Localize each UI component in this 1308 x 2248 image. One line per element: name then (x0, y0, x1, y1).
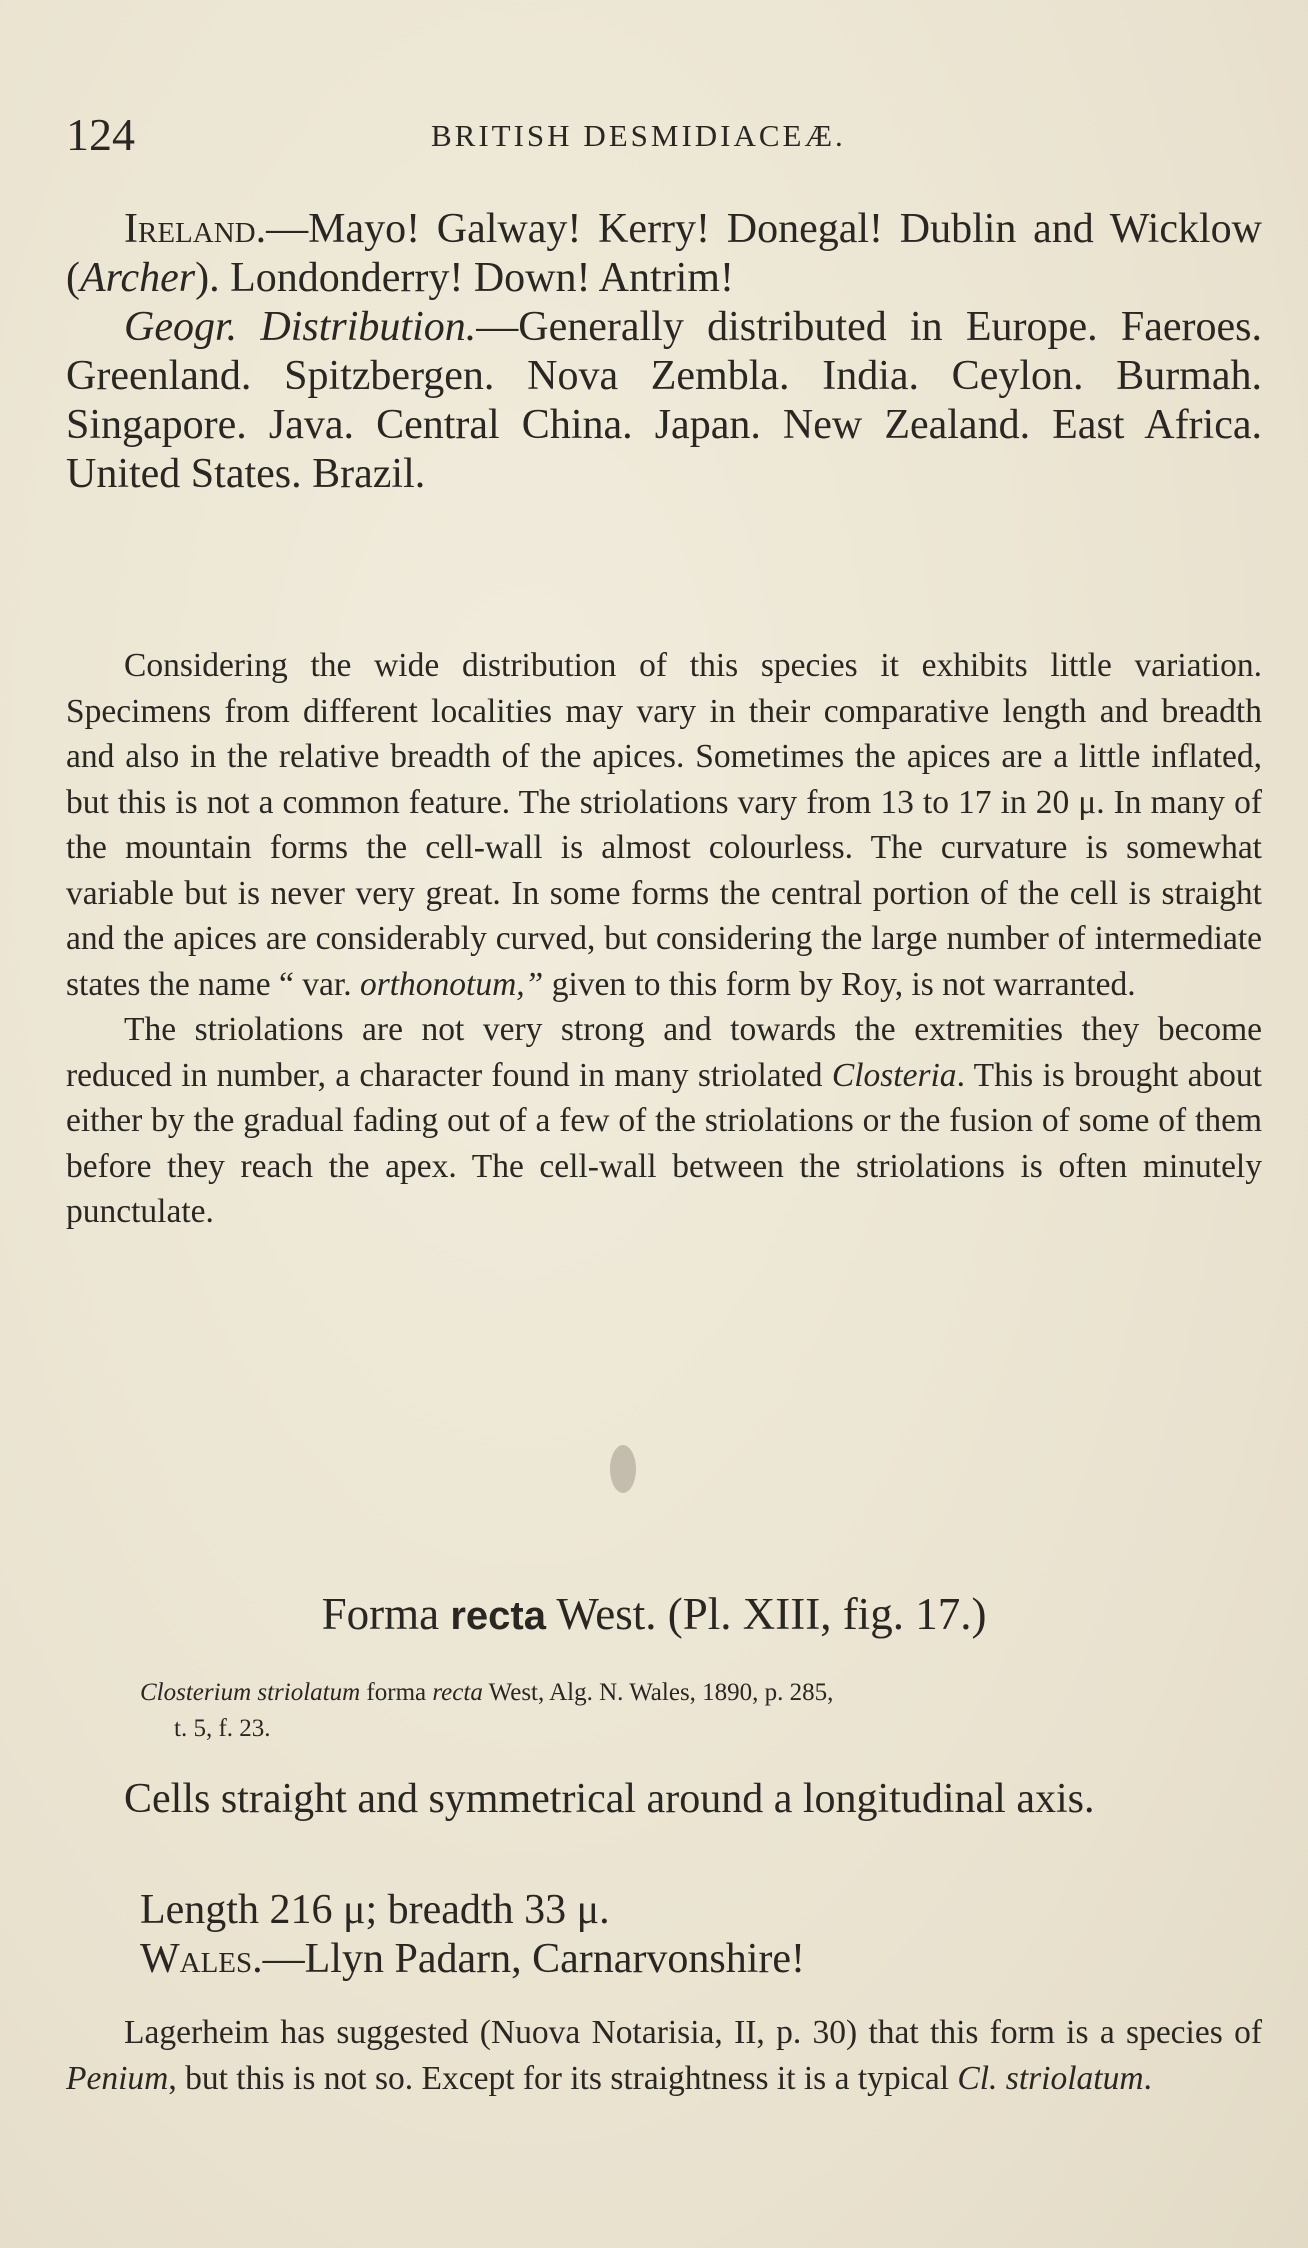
forma-plate-ref: West. (Pl. XIII, fig. 17.) (545, 1589, 987, 1639)
reference-source: West, Alg. N. Wales, 1890, p. 285, (482, 1679, 834, 1706)
variation-text: Considering the wide distribution of this species it exhibits little variation. Specimens from different localities may vary in their comparative length and breadth and also in the relative breadth of the apices. Sometimes the apices are a little inflated, but this is not a common feature. The striolations vary from 13 to 17 in 20 μ. In many of the mountain forms the cell-wall is almost colourless. The curvature is somewhat variable but is never very great. In some forms the central portion of the cell is straight and the apices are considerably curved, but considering the large number of intermediate states the name “ var. (66, 647, 1262, 1003)
page-number: 124 (66, 109, 135, 160)
variation-text-end: given to this form by Roy, is not warranted. (543, 965, 1136, 1003)
distribution-text: —Generally distributed in Europe. Faeroes. Greenland. Spitzbergen. Nova Zembla. India. Ceylon. Burmah. Singapore. Java. Central China. Japan. New Zealand. East Africa. United States. Brazil. (66, 304, 1262, 497)
measurements: Length 216 μ; breadth 33 μ. (140, 1887, 610, 1933)
striolations-text-end: . This is brought about either by the gradual fading out of a few of the striolations or the fusion of some of them before they reach the apex. The cell-wall between the striolations is often minutely punctulate. (66, 1056, 1262, 1230)
reference-line-1 (140, 1675, 1274, 1711)
running-head: BRITISH DESMIDIACEÆ. (431, 118, 846, 153)
striolations-text: The striolations are not very strong and towards the extremities they become reduced in number, a character found in many striolated (66, 1011, 1262, 1094)
page-header (66, 108, 1266, 168)
wales-label: Wales. (140, 1936, 263, 1982)
orthonotum-name: orthonotum,” (359, 965, 544, 1003)
reference-line-2: t. 5, f. 23. (174, 1715, 271, 1742)
ireland-paragraph (66, 205, 1262, 303)
lagerheim-text: Lagerheim has suggested (Nuova Notarisia, II, p. 30) that this form is a species of (124, 2014, 1262, 2051)
distribution-label: Geogr. Distribution. (124, 304, 477, 350)
ireland-text-end: ). Londonderry! Down! Antrim! (195, 255, 734, 301)
description-text: Cells straight and symmetrical around a longitudinal axis. (124, 1776, 1095, 1822)
lagerheim-text-mid: , but this is not so. Except for its straightness it is a typical (168, 2059, 958, 2097)
ireland-records (66, 205, 1262, 499)
archer-citation: Archer (80, 255, 196, 301)
ireland-text: —Mayo! Galway! Kerry! Donegal! Dublin and Wicklow ( (66, 206, 1262, 301)
reference-citation (140, 1675, 1274, 1747)
forma-name: recta (450, 1594, 546, 1638)
forma-description (66, 1775, 1262, 1824)
notes-section (66, 643, 1262, 1235)
closteria-name: Closteria (831, 1056, 957, 1094)
forma-prefix: Forma (321, 1589, 451, 1639)
wales-locality: —Llyn Padarn, Carnarvonshire! (262, 1936, 806, 1982)
reference-forma: forma (360, 1679, 433, 1706)
ink-blotch (610, 1445, 636, 1493)
reference-species: Closterium striolatum (140, 1679, 361, 1706)
penium-name: Penium (66, 2059, 169, 2097)
forma-heading (0, 1588, 1308, 1640)
lagerheim-paragraph (66, 2010, 1262, 2101)
ireland-label: Ireland. (124, 206, 267, 252)
reference-recta: recta (432, 1679, 483, 1706)
measurements-block (140, 1886, 1262, 1984)
cl-striolatum-name: Cl. striolatum (957, 2059, 1144, 2097)
lagerheim-section (66, 2010, 1262, 2101)
striolations-paragraph (66, 1007, 1262, 1235)
lagerheim-text-end: . (1143, 2059, 1152, 2097)
wales-record (140, 1935, 1262, 1984)
variation-paragraph (66, 643, 1262, 1007)
distribution-paragraph (66, 303, 1262, 499)
